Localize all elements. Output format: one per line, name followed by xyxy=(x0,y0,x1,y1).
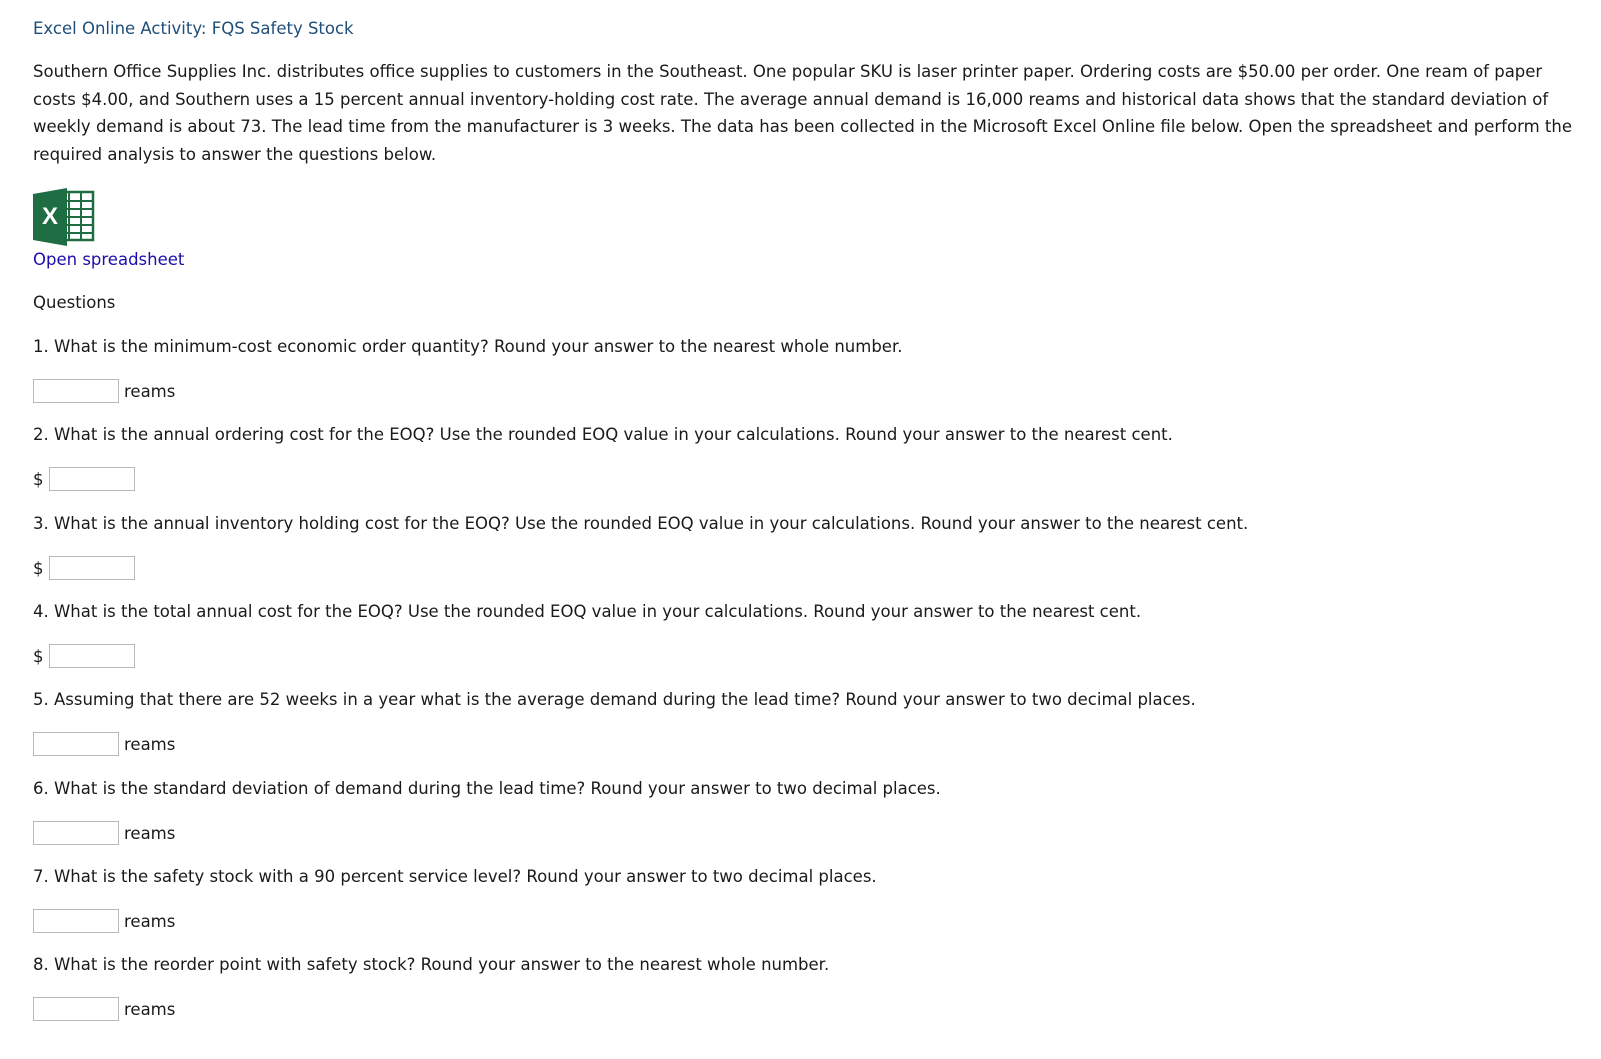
question-1 xyxy=(33,336,1578,401)
answer-row xyxy=(33,731,175,757)
question-text: 4. What is the total annual cost for the EOQ? Use the rounded EOQ value in your calculations. Round your answer to the nearest cent. xyxy=(33,602,1142,621)
answer-row xyxy=(33,908,175,934)
answer-row xyxy=(33,643,135,669)
answer-row xyxy=(33,996,175,1022)
question-text: 1. What is the minimum-cost economic order quantity? Round your answer to the nearest whole number. xyxy=(33,337,903,356)
activity-title: Excel Online Activity: FQS Safety Stock xyxy=(33,19,354,38)
question-6 xyxy=(33,778,1578,843)
question-2 xyxy=(33,424,1578,489)
question-text: 6. What is the standard deviation of demand during the lead time? Round your answer to two decimal places. xyxy=(33,779,941,798)
question-text: 5. Assuming that there are 52 weeks in a year what is the average demand during the lead time? Round your answer to two decimal places. xyxy=(33,690,1196,709)
unit-label: reams xyxy=(124,999,176,1019)
answer-input-8[interactable] xyxy=(33,997,119,1021)
unit-label: reams xyxy=(124,381,176,401)
answer-row xyxy=(33,820,175,846)
answer-input-6[interactable] xyxy=(33,821,119,845)
answer-input-3[interactable] xyxy=(49,556,135,580)
question-8 xyxy=(33,954,1578,1019)
open-spreadsheet-link[interactable]: Open spreadsheet xyxy=(33,250,185,269)
answer-input-5[interactable] xyxy=(33,732,119,756)
question-text: 7. What is the safety stock with a 90 percent service level? Round your answer to two decimal places. xyxy=(33,867,877,886)
unit-label: reams xyxy=(124,911,176,931)
answer-input-7[interactable] xyxy=(33,909,119,933)
question-4 xyxy=(33,601,1578,666)
answer-input-4[interactable] xyxy=(49,644,135,668)
currency-symbol: $ xyxy=(33,558,44,578)
answer-input-2[interactable] xyxy=(49,467,135,491)
unit-label: reams xyxy=(124,734,176,754)
question-text: 3. What is the annual inventory holding cost for the EOQ? Use the rounded EOQ value in your calculations. Round your answer to the nearest cent. xyxy=(33,514,1249,533)
questions-heading: Questions xyxy=(33,293,116,312)
question-7 xyxy=(33,866,1578,931)
unit-label: reams xyxy=(124,823,176,843)
question-text: 2. What is the annual ordering cost for the EOQ? Use the rounded EOQ value in your calculations. Round your answer to the nearest cent. xyxy=(33,425,1173,444)
answer-row xyxy=(33,466,135,492)
answer-row xyxy=(33,378,175,404)
answer-row xyxy=(33,555,135,581)
excel-icon[interactable] xyxy=(33,188,97,246)
svg-text:X: X xyxy=(41,203,59,230)
question-text: 8. What is the reorder point with safety stock? Round your answer to the nearest whole number. xyxy=(33,955,830,974)
question-3 xyxy=(33,513,1578,578)
currency-symbol: $ xyxy=(33,469,44,489)
currency-symbol: $ xyxy=(33,646,44,666)
answer-input-1[interactable] xyxy=(33,379,119,403)
problem-statement: Southern Office Supplies Inc. distributes office supplies to customers in the Southeast. One popular SKU is laser printer paper. Ordering costs are $50.00 per order. One ream of paper costs $4.00, and Southern uses a 15 percent annual inventory-holding cost rate. The average annual demand is 16,000 reams and historical data shows that the standard deviation of weekly demand is about 73. The lead time from the manufacturer is 3 weeks. The data has been collected in the Microsoft Excel Online file below. Open the spreadsheet and perform the required analysis to answer the questions below. xyxy=(33,62,1572,164)
question-5 xyxy=(33,689,1578,754)
